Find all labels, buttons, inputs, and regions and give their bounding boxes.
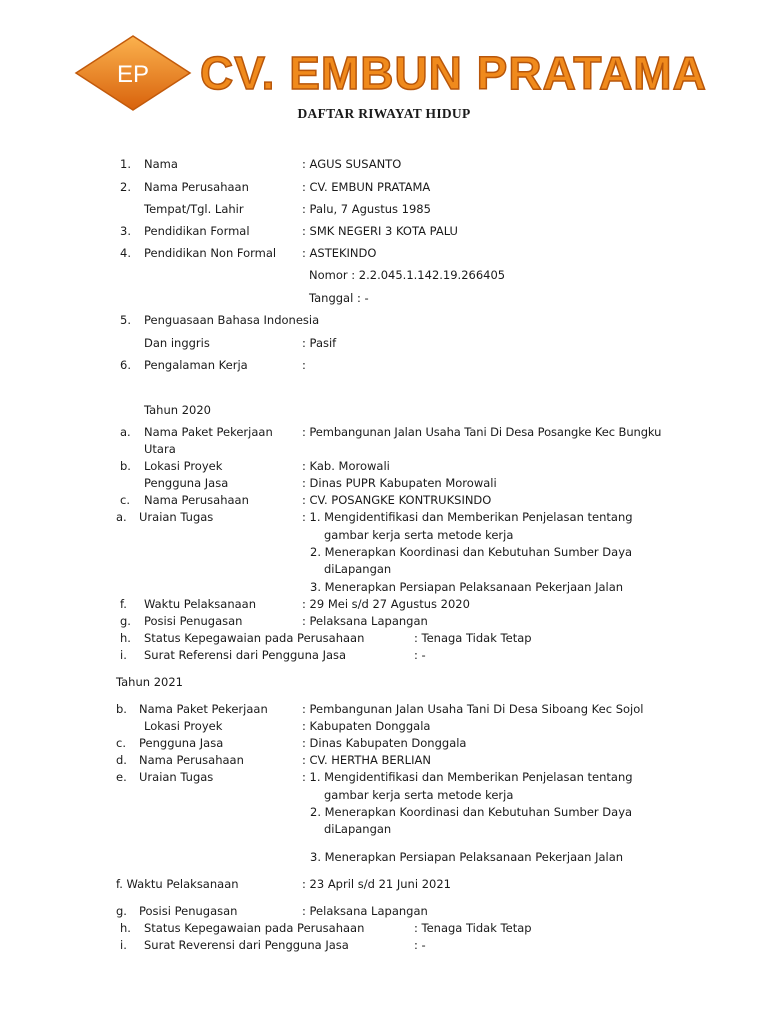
field-label: Nama Perusahaan: [144, 493, 249, 507]
field-value: : SMK NEGERI 3 KOTA PALU: [302, 224, 458, 238]
field-value: : Kabupaten Donggala: [302, 719, 431, 733]
item-number: 5.: [120, 313, 131, 327]
item-number: b.: [116, 702, 127, 716]
task-item: gambar kerja serta metode kerja: [324, 788, 514, 802]
item-number: 1.: [120, 157, 131, 171]
field-label: Surat Referensi dari Pengguna Jasa: [144, 648, 347, 662]
item-number: i.: [120, 648, 127, 662]
item-number: c.: [120, 493, 130, 507]
field-value: : CV. POSANGKE KONTRUKSINDO: [302, 493, 492, 507]
field-label: Pengalaman Kerja: [144, 358, 248, 372]
field-value: : Pelaksana Lapangan: [302, 904, 428, 918]
field-label: Pendidikan Formal: [144, 224, 250, 238]
field-label: Posisi Penugasan: [139, 904, 238, 918]
field-label: Nama Paket Pekerjaan: [144, 425, 273, 439]
field-value: : Dinas PUPR Kabupaten Morowali: [302, 476, 497, 490]
field-value: : -: [414, 938, 426, 952]
field-value: : AGUS SUSANTO: [302, 157, 402, 171]
year-heading: Tahun 2020: [144, 403, 211, 417]
item-number: a.: [116, 510, 127, 524]
task-item: : 1. Mengidentifikasi dan Memberikan Penjelasan tentang: [302, 770, 633, 784]
task-item: 3. Menerapkan Persiapan Pelaksanaan Pekerjaan Jalan: [310, 850, 624, 864]
task-item: gambar kerja serta metode kerja: [324, 528, 514, 542]
item-number: h.: [120, 631, 131, 645]
field-label: Lokasi Proyek: [144, 459, 223, 473]
field-label: Pendidikan Non Formal: [144, 246, 277, 260]
field-value: : 29 Mei s/d 27 Agustus 2020: [302, 597, 470, 611]
item-number: e.: [116, 770, 127, 784]
item-number: b.: [120, 459, 131, 473]
certificate-date: Tanggal : -: [309, 291, 369, 305]
field-label: Status Kepegawaian pada Perusahaan: [144, 921, 365, 935]
field-label: Waktu Pelaksanaan: [144, 597, 257, 611]
company-logo-text: CV. EMBUN PRATAMA: [200, 47, 707, 99]
logo-diamond: [74, 34, 192, 112]
item-number: g.: [116, 904, 127, 918]
certificate-number: Nomor : 2.2.045.1.142.19.266405: [309, 268, 506, 282]
field-label: Pengguna Jasa: [139, 736, 224, 750]
field-value: : 23 April s/d 21 Juni 2021: [302, 877, 451, 891]
field-label: Posisi Penugasan: [144, 614, 243, 628]
field-label: f. Waktu Pelaksanaan: [116, 877, 239, 891]
task-item: 2. Menerapkan Koordinasi dan Kebutuhan Sumber Daya: [310, 805, 633, 819]
field-value-continued: Utara: [144, 442, 176, 456]
item-number: f.: [120, 597, 127, 611]
field-value: : -: [414, 648, 426, 662]
field-value: : Dinas Kabupaten Donggala: [302, 736, 467, 750]
field-value: : Pembangunan Jalan Usaha Tani Di Desa Siboang Kec Sojol: [302, 702, 644, 716]
field-value: : CV. EMBUN PRATAMA: [302, 180, 431, 194]
field-value: : Palu, 7 Agustus 1985: [302, 202, 431, 216]
field-value: : Pembangunan Jalan Usaha Tani Di Desa Posangke Kec Bungku: [302, 425, 662, 439]
task-item: 2. Menerapkan Koordinasi dan Kebutuhan Sumber Daya: [310, 545, 633, 559]
logo-mark: EP: [116, 61, 150, 88]
field-value: :: [302, 358, 306, 372]
item-number: a.: [120, 425, 131, 439]
item-number: d.: [116, 753, 127, 767]
year-heading: Tahun 2021: [116, 675, 183, 689]
field-label: Nama Perusahaan: [139, 753, 244, 767]
item-number: 3.: [120, 224, 131, 238]
task-item: : 1. Mengidentifikasi dan Memberikan Penjelasan tentang: [302, 510, 633, 524]
item-number: 6.: [120, 358, 131, 372]
field-value: : CV. HERTHA BERLIAN: [302, 753, 431, 767]
field-value: : Pasif: [302, 336, 337, 350]
field-value: : Tenaga Tidak Tetap: [414, 631, 532, 645]
field-label: Penguasaan Bahasa Indonesia: [144, 313, 320, 327]
field-label: Tempat/Tgl. Lahir: [144, 202, 244, 216]
item-number: h.: [120, 921, 131, 935]
field-label: Dan inggris: [144, 336, 210, 350]
field-value: : Tenaga Tidak Tetap: [414, 921, 532, 935]
item-number: c.: [116, 736, 126, 750]
field-label: Nama Perusahaan: [144, 180, 249, 194]
item-number: i.: [120, 938, 127, 952]
field-value: : Kab. Morowali: [302, 459, 390, 473]
task-item: 3. Menerapkan Persiapan Pelaksanaan Pekerjaan Jalan: [310, 580, 624, 594]
item-number: g.: [120, 614, 131, 628]
item-number: 2.: [120, 180, 131, 194]
field-label: Nama Paket Pekerjaan: [139, 702, 268, 716]
field-label: Lokasi Proyek: [144, 719, 223, 733]
document-title: DAFTAR RIWAYAT HIDUP: [297, 106, 471, 121]
task-item: diLapangan: [324, 562, 392, 576]
field-label: Uraian Tugas: [139, 510, 214, 524]
field-label: Nama: [144, 157, 178, 171]
field-value: : Pelaksana Lapangan: [302, 614, 428, 628]
item-number: 4.: [120, 246, 131, 260]
task-item: diLapangan: [324, 822, 392, 836]
field-label: Pengguna Jasa: [144, 476, 229, 490]
field-label: Status Kepegawaian pada Perusahaan: [144, 631, 365, 645]
field-value: : ASTEKINDO: [302, 246, 377, 260]
field-label: Surat Reverensi dari Pengguna Jasa: [144, 938, 349, 952]
field-label: Uraian Tugas: [139, 770, 214, 784]
